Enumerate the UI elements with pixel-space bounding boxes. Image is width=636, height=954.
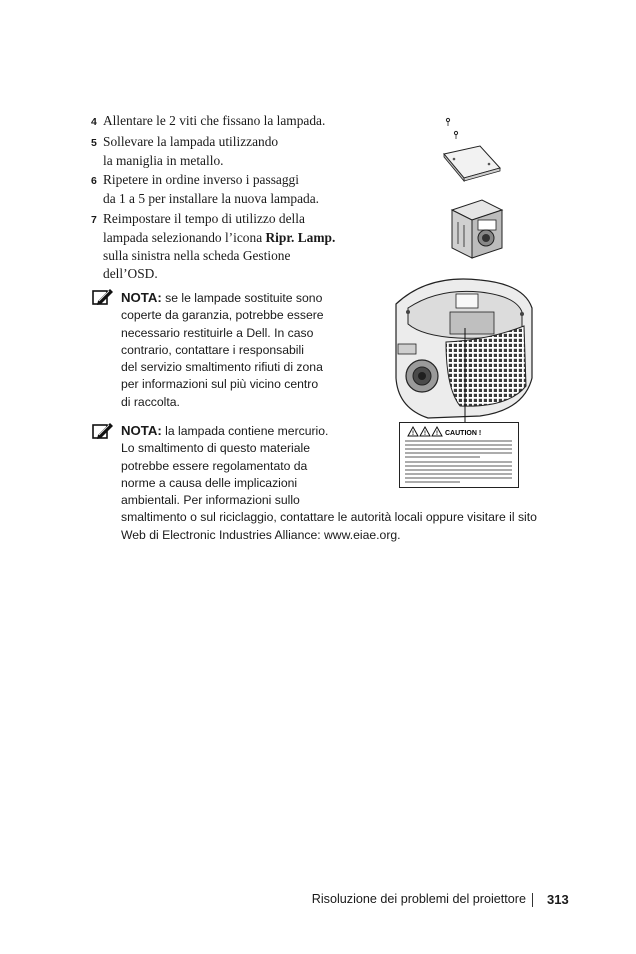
step-text: Reimpostare il tempo di utilizzo della bbox=[103, 211, 305, 226]
note-label: NOTA: bbox=[121, 423, 162, 438]
lamp-module-illustration bbox=[446, 196, 508, 264]
note-text: contrario, contattare i responsabili bbox=[121, 342, 304, 357]
step-number: 4 bbox=[91, 116, 97, 128]
step-5 bbox=[91, 133, 278, 170]
note-text: smaltimento o sul riciclaggio, contattare le autorità locali oppure visitare il sito bbox=[121, 510, 537, 525]
note-text: del servizio smaltimento rifiuti di zona bbox=[121, 360, 323, 375]
step-text: dell’OSD. bbox=[103, 266, 158, 281]
svg-text:!: ! bbox=[424, 431, 426, 437]
footer-separator bbox=[532, 893, 533, 907]
step-6 bbox=[91, 171, 319, 208]
pencil-note-icon bbox=[92, 288, 114, 306]
step-text: Allentare le 2 viti che fissano la lampada. bbox=[103, 113, 326, 128]
step-7 bbox=[91, 210, 335, 283]
note-text: Lo smaltimento di questo materiale bbox=[121, 441, 311, 456]
page-number: 313 bbox=[547, 892, 569, 907]
note-warranty bbox=[121, 289, 324, 411]
note-text: necessario restituirle a Dell. In caso bbox=[121, 325, 314, 340]
lamp-screws-illustration bbox=[432, 112, 512, 192]
projector-illustration bbox=[388, 268, 538, 423]
step-4 bbox=[91, 112, 325, 131]
step-text: Sollevare la lampada utilizzando bbox=[103, 134, 279, 149]
note-label: NOTA: bbox=[121, 290, 162, 305]
note-text: potrebbe essere regolamentato da bbox=[121, 458, 308, 473]
step-number: 5 bbox=[91, 137, 97, 149]
svg-text:!: ! bbox=[436, 431, 438, 437]
caution-label-graphic bbox=[400, 423, 518, 487]
note-text: Web di Electronic Industries Alliance: www.eiae.org. bbox=[121, 527, 401, 542]
svg-text:!: ! bbox=[412, 431, 414, 437]
footer-title: Risoluzione dei problemi del proiettore bbox=[311, 892, 526, 906]
caution-label bbox=[399, 422, 519, 488]
step-number: 6 bbox=[91, 175, 97, 187]
note-text: norme a causa delle implicazioni bbox=[121, 475, 298, 490]
step-text: Ripetere in ordine inverso i passaggi bbox=[103, 172, 299, 187]
note-text: di raccolta. bbox=[121, 394, 180, 409]
step-text: lampada selezionando l’icona bbox=[103, 230, 266, 245]
note-text: se le lampade sostituite sono bbox=[161, 291, 323, 305]
note-text: la lampada contiene mercurio. bbox=[161, 424, 329, 438]
caution-heading: CAUTION ! bbox=[445, 430, 482, 437]
step-number: 7 bbox=[91, 214, 97, 226]
step-text: da 1 a 5 per installare la nuova lampada. bbox=[103, 191, 320, 206]
note-text: per informazioni sul più vicino centro bbox=[121, 377, 319, 392]
step-text: la maniglia in metallo. bbox=[103, 153, 224, 168]
ripr-lamp-label: Ripr. Lamp. bbox=[265, 230, 336, 245]
pencil-note-icon bbox=[92, 422, 114, 440]
note-text: coperte da garanzia, potrebbe essere bbox=[121, 308, 324, 323]
step-text: sulla sinistra nella scheda Gestione bbox=[103, 248, 291, 263]
note-text: ambientali. Per informazioni sullo bbox=[121, 493, 300, 508]
